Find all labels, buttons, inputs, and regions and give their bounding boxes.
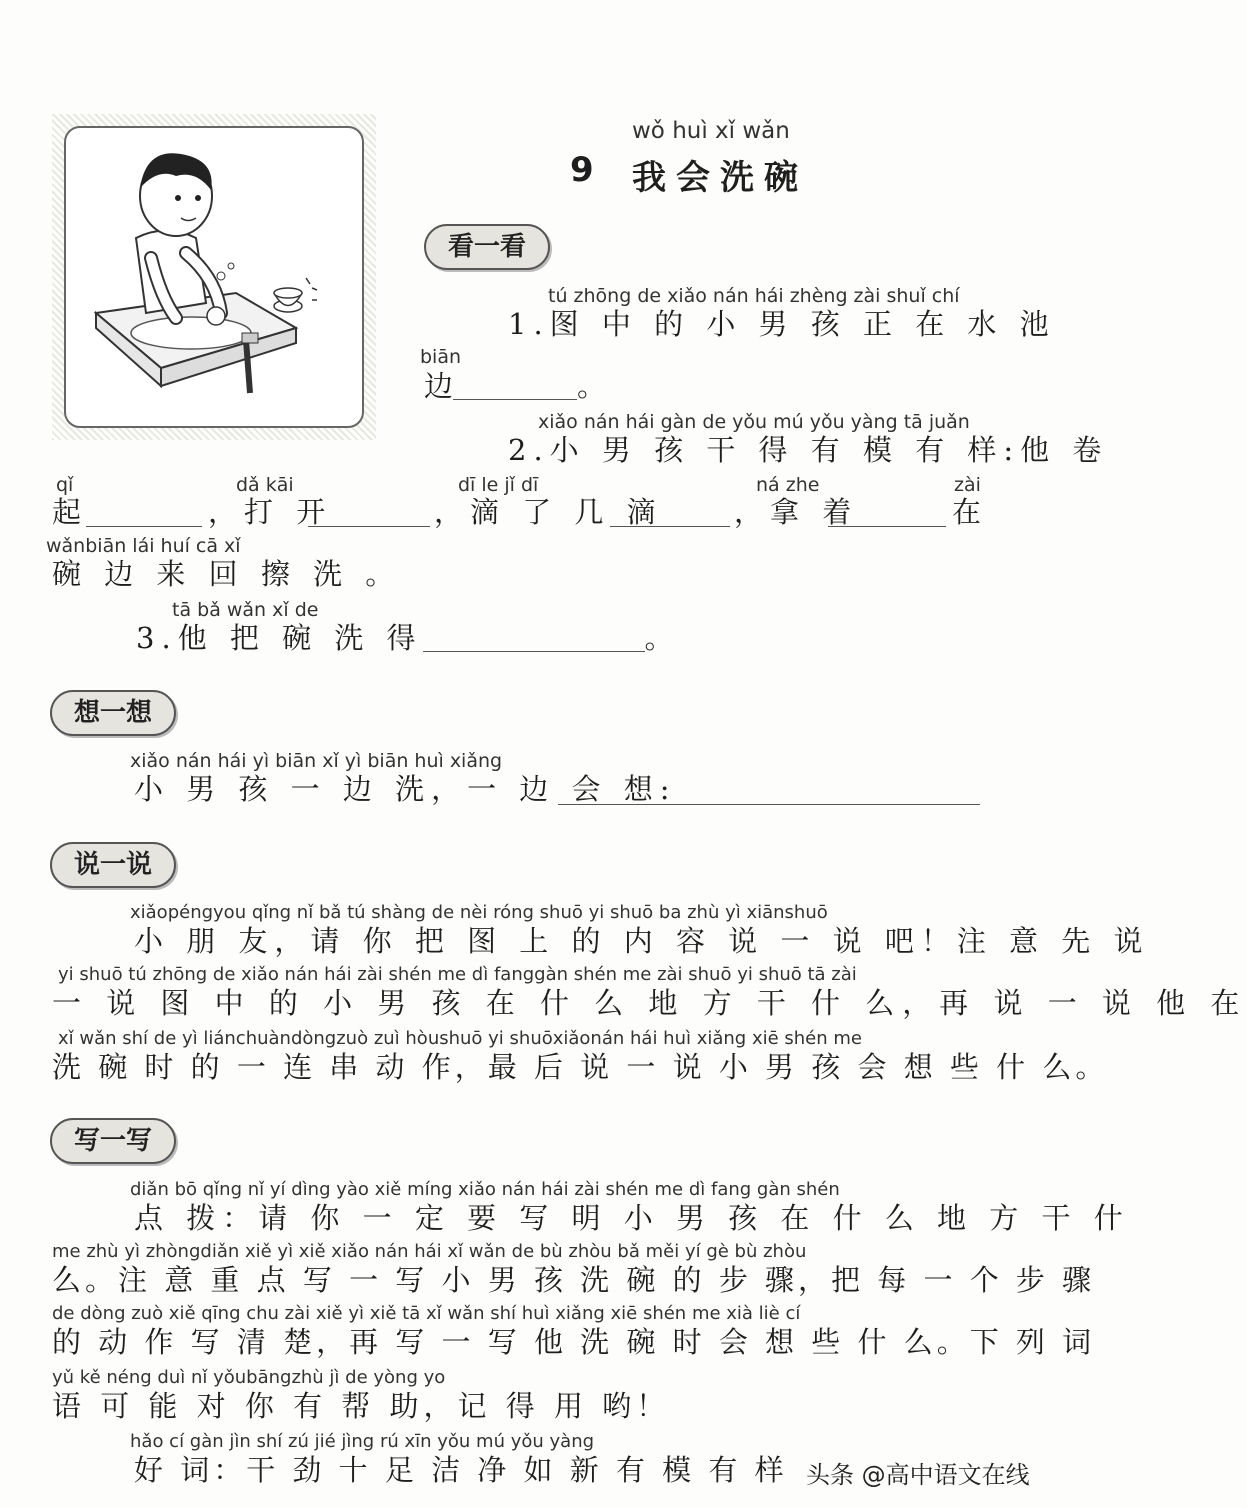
illustration-panel bbox=[64, 126, 364, 428]
q2-answer-blank-3[interactable] bbox=[610, 500, 730, 527]
say-line1-pinyin: xiǎopéngyou qǐng nǐ bǎ tú shàng de nèi róng shuō yi shuō ba zhù yì xiānshuō bbox=[130, 902, 828, 923]
title-pinyin: wǒ huì xǐ wǎn bbox=[632, 118, 790, 144]
q1b-text: 边 bbox=[424, 369, 454, 403]
write-line4-pinyin: yǔ kě néng duì nǐ yǒubāngzhù jì de yòng yo bbox=[52, 1367, 446, 1388]
write-line2-text: 么。注 意 重 点 写 一 写 小 男 孩 洗 碗 的 步 骤，把 每 一 个 步 骤 bbox=[52, 1263, 1096, 1297]
write-line3-text: 的 动 作 写 清 楚，再 写 一 写 他 洗 碗 时 会 想 些 什 么。下 列 词 bbox=[52, 1325, 1096, 1359]
say-line3-text: 洗 碗 时 的 一 连 串 动 作，最 后 说 一 说 小 男 孩 会 想 些 什 么。 bbox=[52, 1050, 1109, 1084]
q2b-text-2: ，打 开 bbox=[208, 495, 333, 529]
write-line5-pinyin: hǎo cí gàn jìn shí zú jié jìng rú xīn yǒu mú yǒu yàng bbox=[130, 1431, 595, 1452]
think-text: 小 男 孩 一 边 洗，一 边 会 想: bbox=[134, 772, 677, 806]
q3-answer-blank[interactable] bbox=[423, 625, 645, 652]
say-line3-pinyin: xǐ wǎn shí de yì liánchuàndòngzuò zuì hòushuō yi shuōxiǎonán hái huì xiǎng xiē shén me bbox=[58, 1028, 862, 1049]
q2b-text-3: ，滴 了 几 滴 bbox=[434, 495, 663, 529]
say-line1-text: 小 朋 友，请 你 把 图 上 的 内 容 说 一 说 吧！注 意 先 说 bbox=[134, 924, 1150, 958]
q1-text: 1.图 中 的 小 男 孩 正 在 水 池 bbox=[508, 307, 1056, 341]
q2-answer-blank-1[interactable] bbox=[86, 500, 202, 527]
section-badge-think: 想一想 bbox=[50, 690, 176, 736]
q1-answer-blank[interactable] bbox=[453, 373, 577, 400]
boy-washing-dishes-illustration bbox=[66, 128, 362, 426]
think-pinyin: xiǎo nán hái yì biān xǐ yì biān huì xiǎng bbox=[130, 750, 503, 772]
q3-line bbox=[136, 621, 674, 655]
q2c-pinyin: wǎnbiān lái huí cā xǐ bbox=[46, 535, 241, 557]
think-answer-blank[interactable] bbox=[558, 778, 980, 805]
q2b-pinyin-5: zài bbox=[954, 474, 981, 496]
lesson-number: 9 bbox=[570, 150, 594, 190]
q2b-text-5: 在 bbox=[952, 495, 982, 529]
q2b-text-4: ，拿 着 bbox=[734, 495, 859, 529]
q2-text: 2.小 男 孩 干 得 有 模 有 样:他 卷 bbox=[508, 433, 1109, 467]
lesson-title: 我会洗碗 bbox=[632, 158, 808, 198]
q2-pinyin: xiǎo nán hái gàn de yǒu mú yǒu yàng tā juǎn bbox=[538, 411, 970, 433]
write-good-words: 好 词：干 劲 十 足 洁 净 如 新 有 模 有 样 bbox=[134, 1453, 788, 1487]
write-line1-text: 点 拨：请 你 一 定 要 写 明 小 男 孩 在 什 么 地 方 干 什 bbox=[134, 1201, 1130, 1235]
q1b-end: 。 bbox=[577, 369, 607, 403]
q1b-line bbox=[424, 369, 607, 403]
write-line1-pinyin: diǎn bō qǐng nǐ yí dìng yào xiě míng xiǎo nán hái zài shén me dì fang gàn shén bbox=[130, 1179, 840, 1200]
section-badge-write: 写一写 bbox=[50, 1118, 176, 1164]
q3-text: 3.他 把 碗 洗 得 bbox=[136, 621, 423, 655]
write-line4-text: 语 可 能 对 你 有 帮 助，记 得 用 哟！ bbox=[52, 1389, 671, 1423]
q2b-pinyin-2: dǎ kāi bbox=[236, 474, 294, 496]
q1b-pinyin: biān bbox=[420, 346, 462, 368]
q2-answer-blank-2[interactable] bbox=[308, 500, 430, 527]
say-line2-pinyin: yi shuō tú zhōng de xiǎo nán hái zài shén me dì fanggàn shén me zài shuō yi shuō tā zài bbox=[58, 964, 857, 985]
q2c-text: 碗 边 来 回 擦 洗 。 bbox=[52, 557, 402, 591]
q2b-pinyin-4: ná zhe bbox=[756, 474, 820, 496]
q2b-text-1: 起 bbox=[52, 495, 82, 529]
write-line3-pinyin: de dòng zuò xiě qīng chu zài xiě yì xiě tā xǐ wǎn shí huì xiǎng xiē shén me xià liè cí bbox=[52, 1303, 801, 1324]
q2-answer-blank-4[interactable] bbox=[828, 500, 946, 527]
q1-pinyin: tú zhōng de xiǎo nán hái zhèng zài shuǐ chí bbox=[548, 285, 960, 307]
watermark: 头条 @高中语文在线 bbox=[806, 1461, 1030, 1489]
q3-end: 。 bbox=[644, 621, 674, 655]
q3-pinyin: tā bǎ wǎn xǐ de bbox=[172, 599, 319, 621]
illustration-frame bbox=[52, 114, 376, 440]
write-line2-pinyin: me zhù yì zhòngdiǎn xiě yì xiě xiǎo nán hái xǐ wǎn de bù zhòu bǎ měi yí gè bù zhòu bbox=[52, 1241, 807, 1262]
q2b-pinyin-3: dī le jǐ dī bbox=[458, 474, 539, 496]
say-line2-text: 一 说 图 中 的 小 男 孩 在 什 么 地 方 干 什 么，再 说 一 说 他 在 bbox=[52, 986, 1247, 1020]
q2b-pinyin-1: qǐ bbox=[56, 474, 74, 496]
section-badge-say: 说一说 bbox=[50, 842, 176, 888]
section-badge-look: 看一看 bbox=[424, 224, 550, 270]
